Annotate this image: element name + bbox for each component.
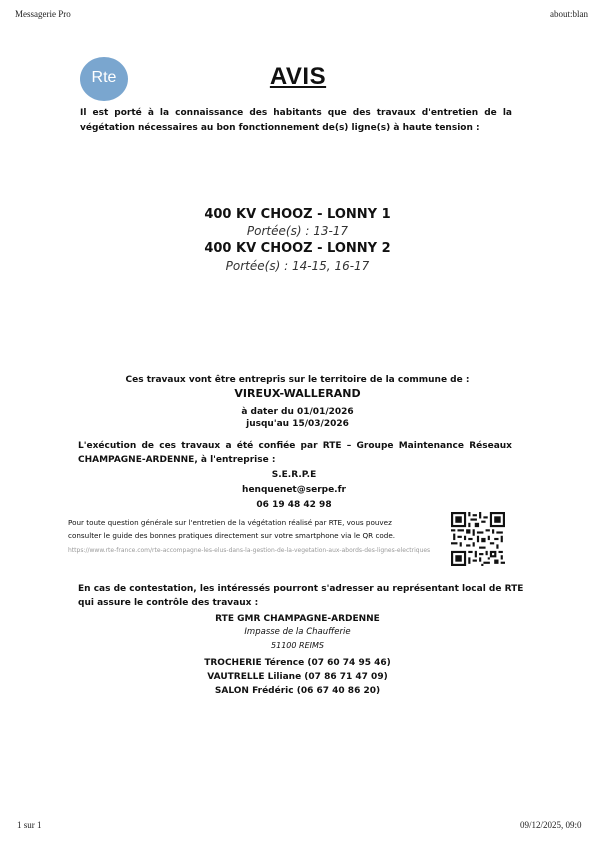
execution-text-2: CHAMPAGNE-ARDENNE, à l'entreprise : xyxy=(78,455,276,465)
contact-person-1: TROCHERIE Térence (07 60 74 95 46) xyxy=(204,658,391,668)
line-spans-1: Portée(s) : 13-17 xyxy=(246,224,349,238)
line-spans-2: Portée(s) : 14-15, 16-17 xyxy=(225,259,370,273)
guide-link[interactable]: https://www.rte-france.com/rte-accompagne-les-elus-dans-la-gestion-de-la-vegetation-aux-abords-des-lignes-electriques xyxy=(68,547,431,554)
rte-logo xyxy=(80,57,128,101)
question-line-2: consulter le guide des bonnes pratiques directement sur votre smartphone via le QR code. xyxy=(68,531,396,540)
execution-text-1: L'exécution de ces travaux a été confiée par RTE – Groupe Maintenance Réseaux xyxy=(78,441,512,451)
commune-name: VIREUX-WALLERAND xyxy=(234,387,361,400)
rte-contact-street: Impasse de la Chaufferie xyxy=(244,627,351,637)
rte-contact-name: RTE GMR CHAMPAGNE-ARDENNE xyxy=(215,614,380,624)
contact-person-3: SALON Frédéric (06 67 40 86 20) xyxy=(214,686,381,696)
contestation-line-2: qui assure le contrôle des travaux : xyxy=(78,598,259,608)
intro-paragraph: Il est porté à la connaissance des habitants que des travaux d'entretien de la végétation nécessaires au bon fonctionnement de(s) ligne(s) à haute tension : xyxy=(80,108,512,133)
page-title: AVIS xyxy=(269,63,327,90)
company-email: henquenet@serpe.fr xyxy=(242,485,346,495)
date-to: jusqu'au 15/03/2026 xyxy=(246,419,349,429)
line-name-1: 400 KV CHOOZ - LONNY 1 xyxy=(204,207,391,222)
print-datetime: 09/12/2025, 09:0 xyxy=(520,820,582,830)
company-name: S.E.R.P.E xyxy=(271,470,317,480)
company-phone: 06 19 48 42 98 xyxy=(256,500,332,510)
contestation-line-1: En cas de contestation, les intéressés pourront s'adresser au représentant local de RTE xyxy=(78,584,524,594)
page-counter: 1 sur 1 xyxy=(17,820,42,830)
rte-contact-city: 51100 REIMS xyxy=(271,641,324,650)
date-from: à dater du 01/01/2026 xyxy=(241,407,354,417)
territory-intro: Ces travaux vont être entrepris sur le territoire de la commune de : xyxy=(125,375,470,385)
contact-person-2: VAUTRELLE Liliane (07 86 71 47 09) xyxy=(207,672,388,682)
question-line-1: Pour toute question générale sur l'entretien de la végétation réalisé par RTE, vous pouvez xyxy=(68,518,392,527)
qr-code-icon[interactable] xyxy=(451,512,505,566)
print-header-left: Messagerie Pro xyxy=(15,9,71,19)
rte-logo-text: Rte xyxy=(91,69,117,86)
print-header-right: about:blan xyxy=(550,9,588,19)
line-name-2: 400 KV CHOOZ - LONNY 2 xyxy=(204,241,391,256)
